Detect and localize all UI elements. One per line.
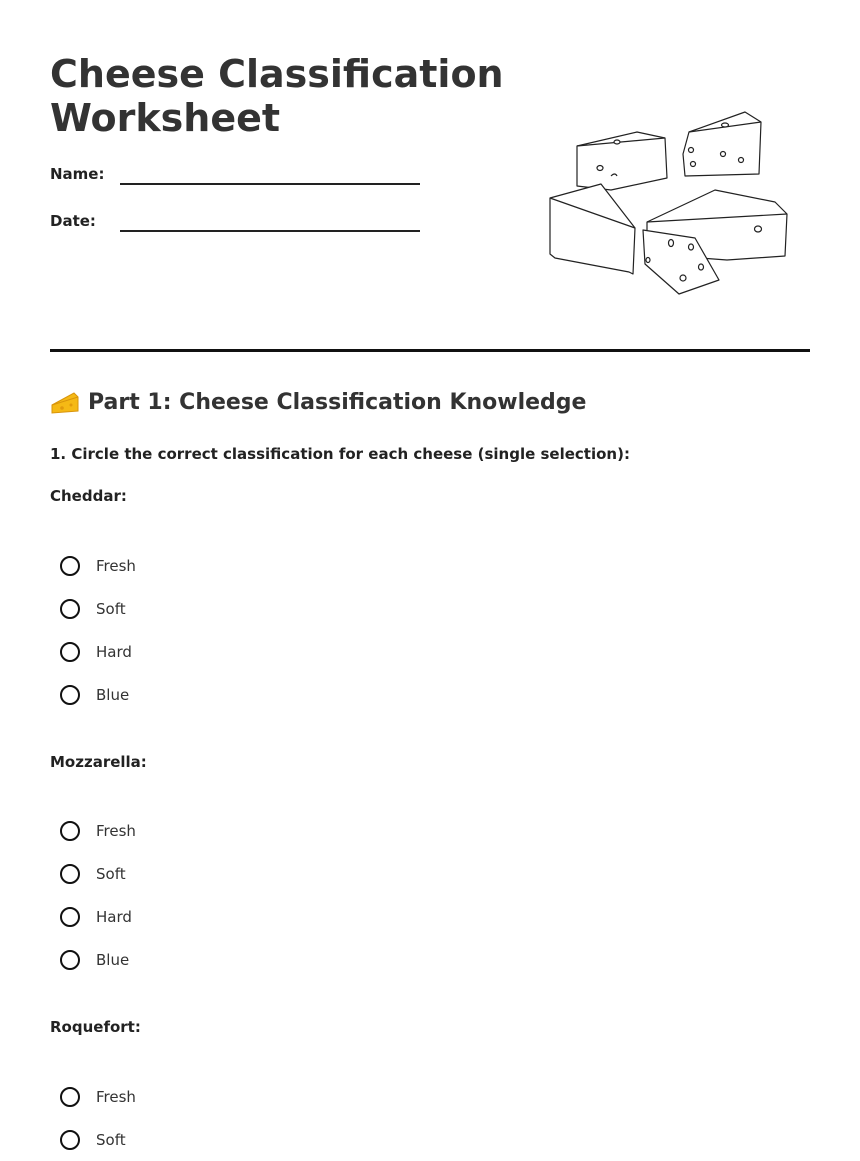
page-title: Cheese Classification Worksheet	[50, 52, 504, 140]
option-roquefort-soft[interactable]	[60, 1127, 126, 1153]
option-label: Blue	[96, 951, 130, 969]
option-roquefort-fresh[interactable]	[60, 1084, 136, 1110]
radio-circle[interactable]	[60, 950, 80, 970]
date-line[interactable]	[120, 230, 420, 232]
radio-circle[interactable]	[60, 556, 80, 576]
date-field[interactable]	[50, 212, 420, 242]
option-label: Fresh	[96, 557, 136, 575]
option-label: Blue	[96, 686, 130, 704]
cheese-name-cheddar: Cheddar:	[50, 487, 127, 505]
header-divider	[50, 349, 810, 352]
radio-circle[interactable]	[60, 864, 80, 884]
worksheet-page	[50, 0, 810, 1161]
option-label: Soft	[96, 1131, 126, 1149]
radio-circle[interactable]	[60, 1087, 80, 1107]
cheese-wedge-emoji-icon	[50, 391, 80, 415]
option-mozzarella-hard[interactable]	[60, 904, 132, 930]
cheese-name-mozzarella: Mozzarella:	[50, 753, 147, 771]
option-label: Soft	[96, 865, 126, 883]
radio-circle[interactable]	[60, 599, 80, 619]
option-label: Fresh	[96, 1088, 136, 1106]
cheese-wedges-illustration	[545, 104, 795, 300]
option-cheddar-fresh[interactable]	[60, 553, 136, 579]
option-mozzarella-blue[interactable]	[60, 947, 129, 973]
option-mozzarella-soft[interactable]	[60, 861, 126, 887]
option-label: Hard	[96, 908, 132, 926]
name-line[interactable]	[120, 183, 420, 185]
option-label: Fresh	[96, 822, 136, 840]
option-cheddar-hard[interactable]	[60, 639, 132, 665]
name-field[interactable]	[50, 165, 420, 195]
option-label: Soft	[96, 600, 126, 618]
cheese-name-roquefort: Roquefort:	[50, 1018, 141, 1036]
date-label: Date:	[50, 212, 96, 230]
question-1: 1. Circle the correct classification for each cheese (single selection):	[50, 445, 630, 463]
radio-circle[interactable]	[60, 642, 80, 662]
option-cheddar-soft[interactable]	[60, 596, 126, 622]
radio-circle[interactable]	[60, 907, 80, 927]
option-cheddar-blue[interactable]	[60, 682, 129, 708]
part1-heading	[50, 390, 586, 415]
radio-circle[interactable]	[60, 685, 80, 705]
name-label: Name:	[50, 165, 105, 183]
option-label: Hard	[96, 643, 132, 661]
option-mozzarella-fresh[interactable]	[60, 818, 136, 844]
part1-heading-text: Part 1: Cheese Classification Knowledge	[88, 390, 587, 415]
radio-circle[interactable]	[60, 1130, 80, 1150]
radio-circle[interactable]	[60, 821, 80, 841]
